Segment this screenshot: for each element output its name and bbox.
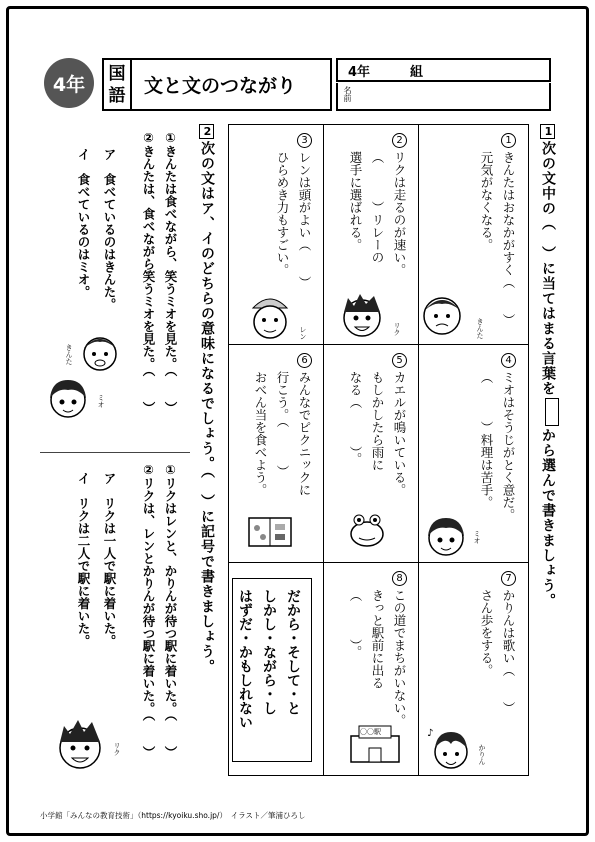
kinta-small-face-icon xyxy=(76,328,124,374)
q2-set1-choice-a: ア 食べているのはきんた。 xyxy=(102,148,117,311)
word-bank: だから・そして・と しかし・ながら・し はずだ・かもしれない xyxy=(232,578,312,762)
name-label: 名前 xyxy=(343,86,352,102)
q1-item-3: 3レンは頭がよい（ ） ひらめき力もすごい。 xyxy=(229,125,324,345)
q2-set1-item-1: ①きんたは食べながら、笑うミオを見た。（ ） xyxy=(163,130,178,414)
q1-item-8: 8この道でまちがいない。 きっと駅前に出る （ ）。 xyxy=(324,563,419,775)
q1-item-7: 7かりんは歌い（ ） さん歩をする。 xyxy=(479,573,516,714)
q2-set2-item-1: ①リクはレンと、かりんが待つ駅に着いた。（ ） xyxy=(163,462,178,759)
kinta-face-icon xyxy=(420,290,470,338)
q1-item-5: 5カエルが鳴いている。 もしかしたら雨に なる（ ）。 xyxy=(324,345,419,563)
footer-credit: 小学館「みんなの教育技術」（https://kyoiku.sho.jp/） イラスト／筆浦ひろし xyxy=(40,811,306,820)
riku-face-icon xyxy=(338,290,388,338)
grade-badge: 4年 xyxy=(44,58,94,108)
karin-face-icon xyxy=(425,722,475,774)
q2-instruction: 2次の文はア、イのどちらの意味になるでしょう。（ ）に記号で書きましょう。 xyxy=(199,125,215,674)
name-field xyxy=(336,83,551,111)
q2-divider xyxy=(40,452,190,453)
q2-number: 2 xyxy=(201,125,214,139)
q2-set2-choice-b: イ リクは二人で駅に着いた。 xyxy=(76,472,91,647)
svg-text:♪: ♪ xyxy=(427,728,434,739)
mio-small-face-icon xyxy=(44,372,92,422)
ren-face-icon xyxy=(245,290,295,342)
q1-item-2: 2リクは走るのが速い。 （ ）リレーの 選手に選ばれる。 xyxy=(324,125,419,345)
worksheet-title: 文と文のつながり xyxy=(132,58,332,111)
q1-number: 1 xyxy=(542,125,555,139)
frog-icon xyxy=(345,500,389,550)
q2-set1-choice-b: イ 食べているのはミオ。 xyxy=(76,148,91,298)
mio-face-icon xyxy=(422,510,470,560)
q1-item-4: 4ミオはそうじがとく意だ。 （ ）料理は苦手。 xyxy=(419,345,529,563)
q1-item-1: 1きんたはおなかがすく（ ） 元気がなくなる。 xyxy=(419,125,529,345)
q1-instruction: 1次の文中の（ ）に当てはまる言葉をから選んで書きましょう。 xyxy=(538,124,559,608)
word-box-marker xyxy=(545,398,559,426)
q2-set2-item-2: ②リクは、レンとかりんが待つ駅に着いた。（ ） xyxy=(141,462,156,759)
q2-set1-item-2: ②きんたは、食べながら笑うミオを見た。（ ） xyxy=(141,130,156,414)
station-sign: 〇〇駅 xyxy=(360,728,381,736)
class-field: 4年 組 xyxy=(336,58,551,82)
subject-label: 国 語 xyxy=(102,58,132,111)
riku-small-face-icon xyxy=(52,714,108,774)
bento-box-icon xyxy=(245,510,295,552)
q2-set2-choice-a: ア リクは一人で駅に着いた。 xyxy=(102,472,117,647)
q1-item-6: 6みんなでピクニックに 行こう。（ ） おべん当を食べよう。 xyxy=(229,345,324,563)
